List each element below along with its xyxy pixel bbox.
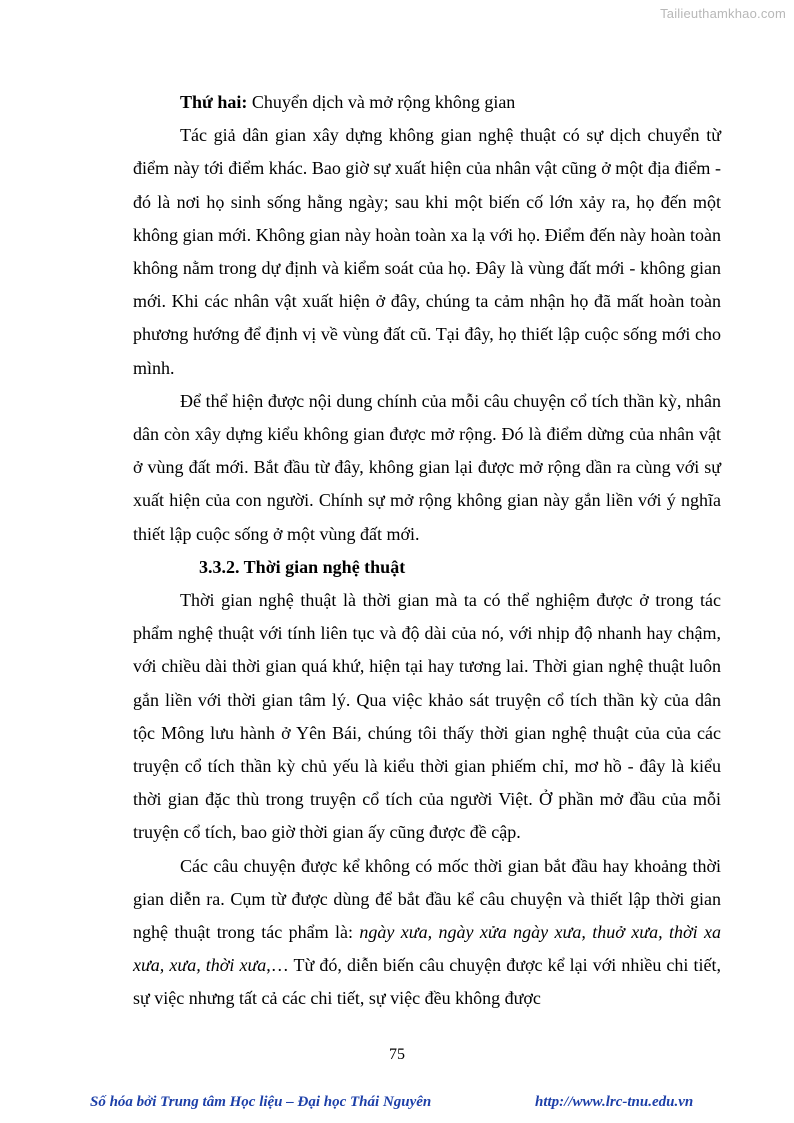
footer-link[interactable]: http://www.lrc-tnu.edu.vn	[535, 1094, 694, 1110]
italic-phrase: ngày xưa, ngày xửa ngày xưa, thuở xưa, thời xa xưa, xưa, thời xưa	[133, 922, 721, 976]
paragraph	[133, 850, 721, 1016]
page-body	[133, 86, 721, 1016]
paragraph-text: Các câu chuyện được kể không có mốc thời gian bắt đầu hay khoảng thời gian diễn ra. Cụm từ được dùng để bắt đầu kể câu chuyện và thiết lập thời gian nghệ thuật trong tác phẩm là:	[133, 855, 721, 943]
page-number: 75	[389, 1046, 405, 1063]
heading-text: Chuyển dịch và mở rộng không gian	[247, 92, 516, 112]
watermark: Tailieuthamkhao.com	[660, 6, 786, 21]
section-heading-3-3-2: 3.3.2. Thời gian nghệ thuật	[199, 556, 406, 577]
heading-bold-label: Thứ hai:	[180, 92, 248, 112]
paragraph: Tác giả dân gian xây dựng không gian nghệ thuật có sự dịch chuyển từ điểm này tới điểm khác. Bao giờ sự xuất hiện của nhân vật cũng ở một địa điểm - đó là nơi họ sinh sống hằng ngày; sau khi một biến cố lớn xảy ra, họ đến một không gian mới. Không gian này hoàn toàn xa lạ với họ. Điểm đến này hoàn toàn không nằm trong dự định và kiểm soát của họ. Đây là vùng đất mới - không gian mới. Khi các nhân vật xuất hiện ở đây, chúng ta cảm nhận họ đã mất hoàn toàn phương hướng để định vị về vùng đất cũ. Tại đây, họ thiết lập cuộc sống mới cho mình.	[133, 125, 721, 378]
paragraph-text: ,… Từ đó, diễn biến câu chuyện được kể lại với nhiều chi tiết, sự việc nhưng tất cả các chi tiết, sự việc đều không được	[133, 955, 722, 1009]
section-heading-thu-hai	[133, 86, 721, 119]
paragraph: Để thể hiện được nội dung chính của mỗi câu chuyện cổ tích thần kỳ, nhân dân còn xây dựng kiểu không gian được mở rộng. Đó là điểm dừng của nhân vật ở vùng đất mới. Bắt đầu từ đây, không gian lại được mở rộng dần ra cùng với sự xuất hiện của con người. Chính sự mở rộng không gian này gắn liền với ý nghĩa thiết lập cuộc sống ở một vùng đất mới.	[133, 390, 721, 544]
paragraph: Thời gian nghệ thuật là thời gian mà ta có thể nghiệm được ở trong tác phẩm nghệ thuật với tính liên tục và độ dài của nó, với nhịp độ nhanh hay chậm, với chiều dài thời gian quá khứ, hiện tại hay tương lai. Thời gian nghệ thuật luôn gắn liền với thời gian tâm lý. Qua việc khảo sát truyện cổ tích thần kỳ của dân tộc Mông lưu hành ở Yên Bái, chúng tôi thấy thời gian nghệ thuật của của các truyện cổ tích thần kỳ chủ yếu là kiểu thời gian phiếm chỉ, mơ hồ - đây là kiểu thời gian đặc thù trong truyện cổ tích của người Việt. Ở phần mở đầu của mỗi truyện cổ tích, bao giờ thời gian ấy cũng được đề cập.	[133, 590, 721, 843]
footer-credit: Số hóa bởi Trung tâm Học liệu – Đại học Thái Nguyên	[90, 1094, 432, 1110]
